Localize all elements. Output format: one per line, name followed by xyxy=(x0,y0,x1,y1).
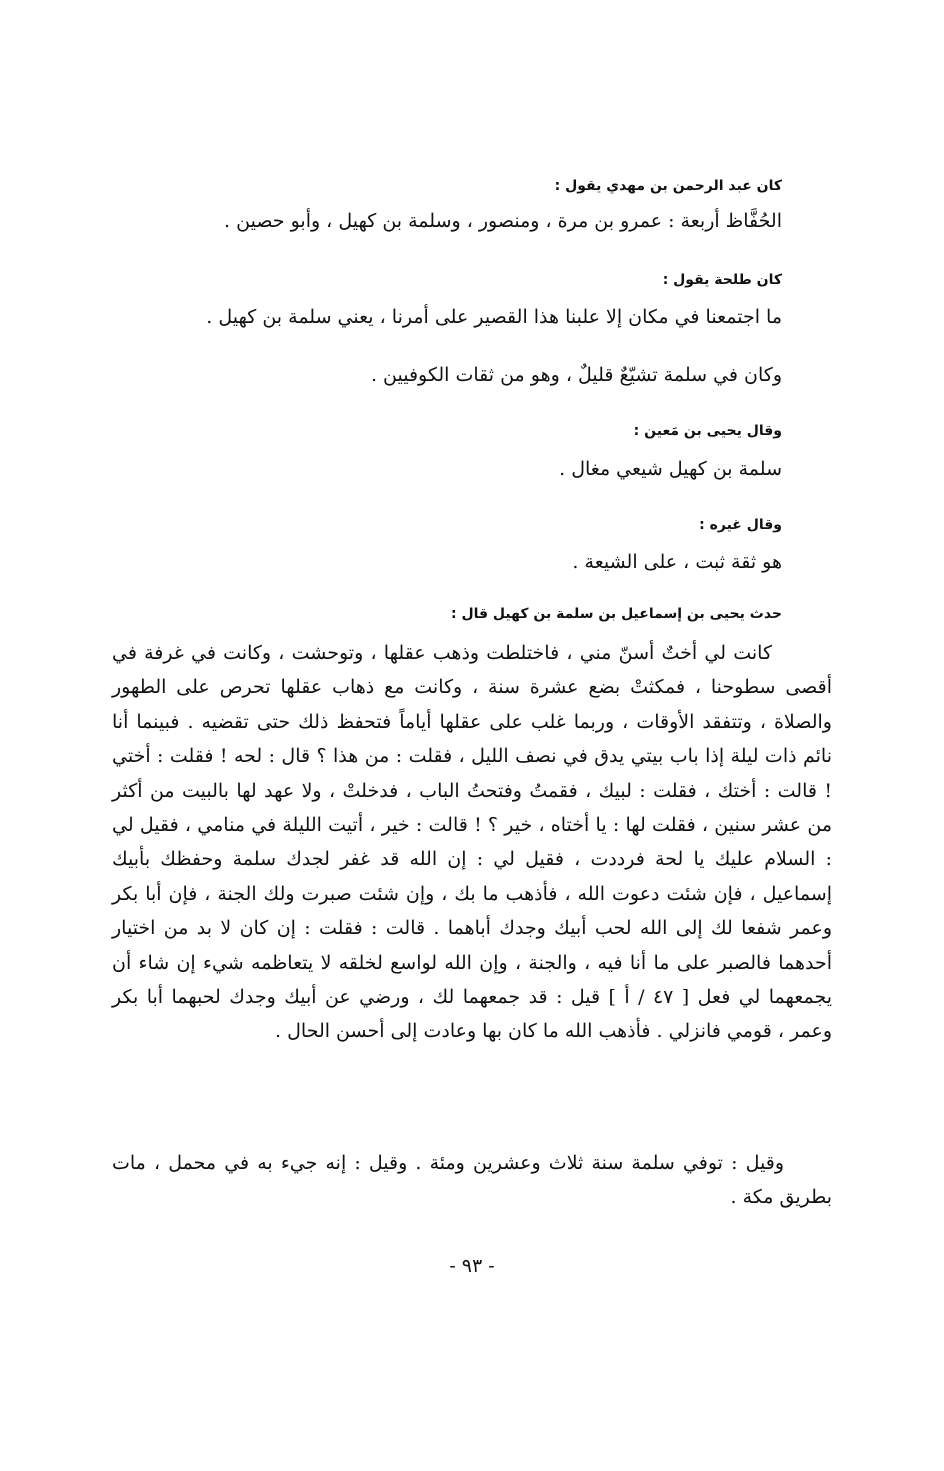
section-heading-1: كان عبد الرحمن بن مهدي يقول : xyxy=(554,178,782,194)
section-heading-5: حدث يحيى بن إسماعيل بن سلمة بن كهيل قال : xyxy=(450,606,782,622)
section-text-2: ما اجتمعنا في مكان إلا علبنا هذا القصير على أمرنا ، يعني سلمة بن كهيل . xyxy=(206,306,782,328)
section-text-4: سلمة بن كهيل شيعي مغال . xyxy=(559,458,782,480)
section-text-3: وكان في سلمة تشيّعٌ قليلٌ ، وهو من ثقات الكوفيين . xyxy=(370,364,782,386)
page-number: - ٩٣ - xyxy=(449,1255,495,1277)
narration-paragraph: كانت لي أختٌ أسنّ مني ، فاختلطت وذهب عقلها ، وتوحشت ، وكانت في غرفة في أقصى سطوحنا ، فمكثتْ بضع عشرة سنة ، وكانت مع ذهاب عقلها تحرص على الطهور والصلاة ، وتتفقد الأوقات ، وربما غلب على عقلها أياماً فتحفظ ذلك حتى تقضيه . فبينما أنا نائم ذات ليلة إذا باب بيتي يدق في نصف الليل ، فقلت : من هذا ؟ قال : لحه ! فقلت : أختي ! قالت : أختك ، فقلت : لبيك ، فقمتُ وفتحتُ الباب ، فدخلتْ ، ولا عهد لها بالبيت من أكثر من عشر سنين ، فقلت لها : يا أختاه ، خير ؟ ! قالت : خير ، أتيت الليلة في منامي ، فقيل لي : السلام عليك يا لحة فرددت ، فقيل لي : إن الله قد غفر لجدك سلمة وحفظك بأبيك إسماعيل ، فإن شئت دعوت الله ، فأذهب ما بك ، وإن شئت صبرت ولك الجنة ، فإن أبا بكر وعمر شفعا لك إلى الله لحب أبيك وجدك أباهما . قالت : فقلت : إن كان لا بد من اختيار أحدهما فالصبر على ما أنا فيه ، والجنة ، وإن الله لواسع لخلقه لا يتعاظمه شيء إن شاء أن يجمعهما لي فعل [ ٤٧ / أ ] قيل : قد جمعهما لك ، ورضي عن أبيك وجدك لحبهما أبا بكر وعمر ، قومي فانزلي . فأذهب الله ما كان بها وعادت إلى أحسن الحال . xyxy=(112,642,832,1043)
section-heading-3: وقال يحيى بن مَعين : xyxy=(633,423,782,439)
section-heading-4: وقال غيره : xyxy=(699,517,782,533)
section-text-1: الحُفَّاظ أربعة : عمرو بن مرة ، ومنصور ، وسلمة بن كهيل ، وأبو حصين . xyxy=(224,210,782,232)
section-text-5: هو ثقة ثبت ، على الشيعة . xyxy=(572,551,782,573)
death-note-paragraph: وقيل : توفي سلمة سنة ثلاث وعشرين ومئة . وقيل : إنه جيء به في محمل ، مات بطريق مكة . xyxy=(112,1152,832,1209)
section-heading-2: كان طلحة يقول : xyxy=(662,272,782,288)
